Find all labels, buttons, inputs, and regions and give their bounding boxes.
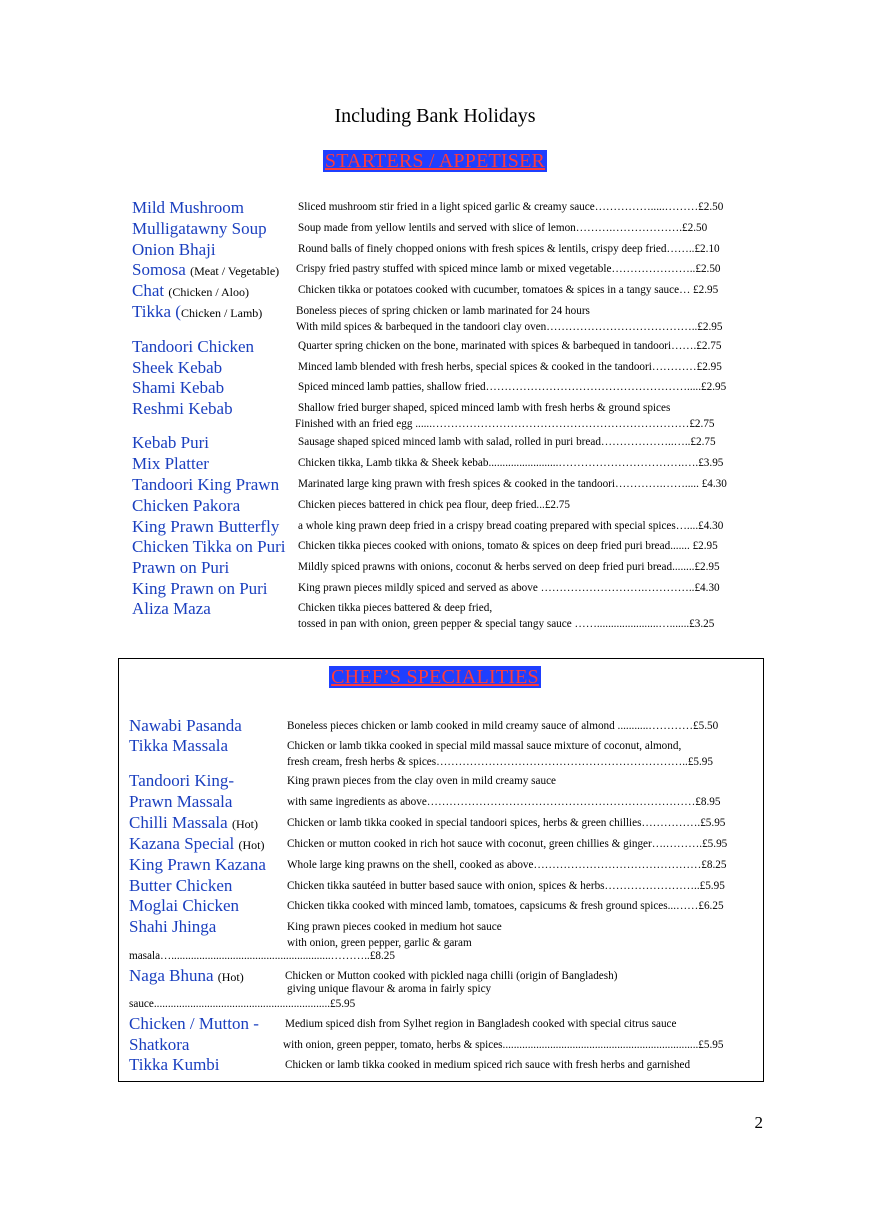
starter-name-text: Prawn on Puri (132, 558, 230, 577)
special-name-text: Prawn Massala (129, 792, 233, 811)
starter-qualifier: (Meat / Vegetable) (190, 264, 280, 278)
starter-name (132, 558, 229, 578)
special-description: Chicken or lamb tikka cooked in special tandoori spices, herbs & green chillies…………….£5.95 (287, 817, 726, 829)
special-description: King prawn pieces cooked in medium hot sauce (287, 921, 502, 933)
starter-name-text: Aliza Maza (132, 599, 211, 618)
starter-name (132, 358, 222, 378)
special-description: Whole large king prawns on the shell, cooked as above………………………………………£8.25 (287, 859, 727, 871)
starter-name-text: Mix Platter (132, 454, 209, 473)
starter-description: With mild spices & barbequed in the tandoori clay oven…………………………………..£2.95 (296, 321, 723, 333)
special-qualifier: (Hot) (217, 970, 244, 984)
starter-name-text: Tandoori Chicken (132, 337, 255, 356)
page-number: 2 (754, 1113, 763, 1132)
starter-name (132, 302, 262, 322)
special-name (129, 1055, 220, 1075)
special-description: Chicken or Mutton cooked with pickled naga chilli (origin of Bangladesh) (285, 970, 618, 982)
starter-name-text: Somosa (132, 260, 186, 279)
starter-name (132, 281, 249, 301)
special-name-text: Naga Bhuna (129, 966, 214, 985)
special-qualifier: (Hot) (231, 817, 258, 831)
special-name-text: King Prawn Kazana (129, 855, 266, 874)
starter-description: Sliced mushroom stir fried in a light spiced garlic & creamy sauce…………….....………£2.50 (298, 201, 724, 213)
starter-name-text: Sheek Kebab (132, 358, 223, 377)
starter-description: Finished with an fried egg ......……………………………………………………………£2.75 (295, 418, 715, 430)
page-subtitle: Including Bank Holidays (334, 105, 536, 127)
special-name (129, 834, 265, 854)
specials-heading (0, 666, 870, 689)
starter-name (132, 260, 279, 280)
starter-name-text: Shami Kebab (132, 378, 225, 397)
starter-name (132, 219, 267, 239)
special-description: Medium spiced dish from Sylhet region in Bangladesh cooked with special citrus sauce (285, 1018, 677, 1030)
special-name-text: Shatkora (129, 1035, 190, 1054)
special-description: Chicken or mutton cooked in rich hot sauce with coconut, green chillies & ginger….……….£5.95 (287, 838, 728, 850)
special-name (129, 771, 234, 791)
starter-name-text: Tikka ( (132, 302, 181, 321)
starter-description: Chicken tikka pieces battered & deep fried, (298, 602, 493, 614)
starters-title: STARTERS / APPETISER (324, 150, 546, 172)
starter-description: Crispy fried pastry stuffed with spiced mince lamb or mixed vegetable…………………..£2.50 (296, 263, 721, 275)
special-qualifier: (Hot) (238, 838, 265, 852)
starter-name (132, 579, 268, 599)
starter-name (132, 198, 244, 218)
starter-name-text: Kebab Puri (132, 433, 209, 452)
starter-description: Chicken tikka, Lamb tikka & Sheek kebab.........................…………………………….….£3.95 (298, 457, 724, 469)
starter-description: Chicken pieces battered in chick pea flour, deep fried...£2.75 (298, 499, 570, 511)
starter-qualifier: (Chicken / Aloo) (168, 285, 250, 299)
starter-name-text: Mulligatawny Soup (132, 219, 267, 238)
starter-description: Soup made from yellow lentils and served with slice of lemon……….……………….£2.50 (298, 222, 708, 234)
special-description: Chicken tikka cooked with minced lamb, tomatoes, capsicums & fresh ground spices...……£6.25 (287, 900, 724, 912)
starters-heading (0, 150, 870, 173)
special-name-text: Chilli Massala (129, 813, 228, 832)
special-description: Boneless pieces chicken or lamb cooked in mild creamy sauce of almond ...........…………£5.50 (287, 720, 719, 732)
starter-name (132, 240, 216, 260)
special-name (129, 966, 244, 986)
starter-name (132, 399, 233, 419)
special-name-text: Tikka Kumbi (129, 1055, 220, 1074)
starter-name-text: King Prawn on Puri (132, 579, 268, 598)
starter-name-text: Chat (132, 281, 165, 300)
special-name (129, 855, 266, 875)
starter-name-text: Reshmi Kebab (132, 399, 233, 418)
starter-name (132, 537, 286, 557)
special-name-text: Kazana Special (129, 834, 235, 853)
special-description: giving unique flavour & aroma in fairly spicy (287, 983, 492, 995)
starter-name-text: Onion Bhaji (132, 240, 216, 259)
starter-description: Mildly spiced prawns with onions, coconut & herbs served on deep fried puri bread........£2.95 (298, 561, 720, 573)
starter-name-text: Tandoori King Prawn (132, 475, 280, 494)
starter-name (132, 517, 279, 537)
special-name-text: Tikka Massala (129, 736, 229, 755)
special-description: with onion, green pepper, garlic & garam (287, 937, 472, 949)
starter-description: King prawn pieces mildly spiced and served as above ……………………….…………..£4.30 (298, 582, 720, 594)
special-name-text: Moglai Chicken (129, 896, 240, 915)
special-name (129, 1035, 189, 1055)
special-description: sauce...............................................................£5.95 (129, 998, 356, 1010)
starter-name (132, 433, 209, 453)
special-description: with onion, green pepper, tomato, herbs & spices......................................................................£5.95 (283, 1039, 724, 1051)
special-name (129, 876, 232, 896)
starter-qualifier: Chicken / Lamb) (180, 306, 263, 320)
starter-description: Round balls of finely chopped onions with fresh spices & lentils, crispy deep fried……..£2.10 (298, 243, 720, 255)
starter-description: Shallow fried burger shaped, spiced minced lamb with fresh herbs & ground spices (298, 402, 671, 414)
special-name (129, 896, 239, 916)
starter-name (132, 337, 254, 357)
special-description: Chicken or lamb tikka cooked in special mild massal sauce mixture of coconut, almond, (287, 740, 682, 752)
special-name (129, 716, 242, 736)
starter-description: Chicken tikka pieces cooked with onions, tomato & spices on deep fried puri bread....... £2.95 (298, 540, 718, 552)
special-name (129, 813, 258, 833)
starter-name-text: Mild Mushroom (132, 198, 244, 217)
starter-description: Spiced minced lamb patties, shallow fried……………………………………………….....£2.95 (298, 381, 727, 393)
starter-description: Boneless pieces of spring chicken or lamb marinated for 24 hours (296, 305, 590, 317)
special-description: Chicken tikka sautéed in butter based sauce with onion, spices & herbs……………………..£5.95 (287, 880, 725, 892)
starter-name (132, 599, 211, 619)
starter-description: tossed in pan with onion, green pepper & special tangy sauce ……......................….......£3.25 (298, 618, 715, 630)
special-name (129, 736, 228, 756)
starter-description: Marinated large king prawn with fresh spices & cooked in the tandoori………….……..... £4.30 (298, 478, 727, 490)
starter-name (132, 496, 240, 516)
special-description: fresh cream, fresh herbs & spices…………………………………………………………..£5.95 (287, 756, 713, 768)
starter-name (132, 378, 224, 398)
special-name (129, 1014, 259, 1034)
starter-description: Quarter spring chicken on the bone, marinated with spices & barbequed in tandoori…….£2.75 (298, 340, 722, 352)
special-name-text: Chicken / Mutton - (129, 1014, 259, 1033)
special-name-text: Butter Chicken (129, 876, 233, 895)
special-name-text: Tandoori King- (129, 771, 235, 790)
starter-description: Chicken tikka or potatoes cooked with cucumber, tomatoes & spices in a tangy sauce… £2.95 (298, 284, 719, 296)
special-name (129, 917, 216, 937)
starter-description: Sausage shaped spiced minced lamb with salad, rolled in puri bread………………..…..£2.75 (298, 436, 716, 448)
starter-name-text: Chicken Pakora (132, 496, 241, 515)
special-description: masala….........................................................………..£8.25 (129, 950, 395, 962)
starter-name (132, 475, 279, 495)
special-name-text: Nawabi Pasanda (129, 716, 242, 735)
starter-description: a whole king prawn deep fried in a crispy bread coating prepared with special spices…....£4.30 (298, 520, 724, 532)
special-name-text: Shahi Jhinga (129, 917, 217, 936)
starter-name (132, 454, 209, 474)
special-description: Chicken or lamb tikka cooked in medium spiced rich sauce with fresh herbs and garnished (285, 1059, 691, 1071)
starter-name-text: Chicken Tikka on Puri (132, 537, 286, 556)
specials-title: CHEF’S SPECIALITIES (331, 666, 539, 688)
special-description: with same ingredients as above………………………………………………………………£8.95 (287, 796, 721, 808)
special-description: King prawn pieces from the clay oven in mild creamy sauce (287, 775, 557, 787)
starter-name-text: King Prawn Butterfly (132, 517, 280, 536)
special-name (129, 792, 232, 812)
starter-description: Minced lamb blended with fresh herbs, special spices & cooked in the tandoori…………£2.95 (298, 361, 722, 373)
